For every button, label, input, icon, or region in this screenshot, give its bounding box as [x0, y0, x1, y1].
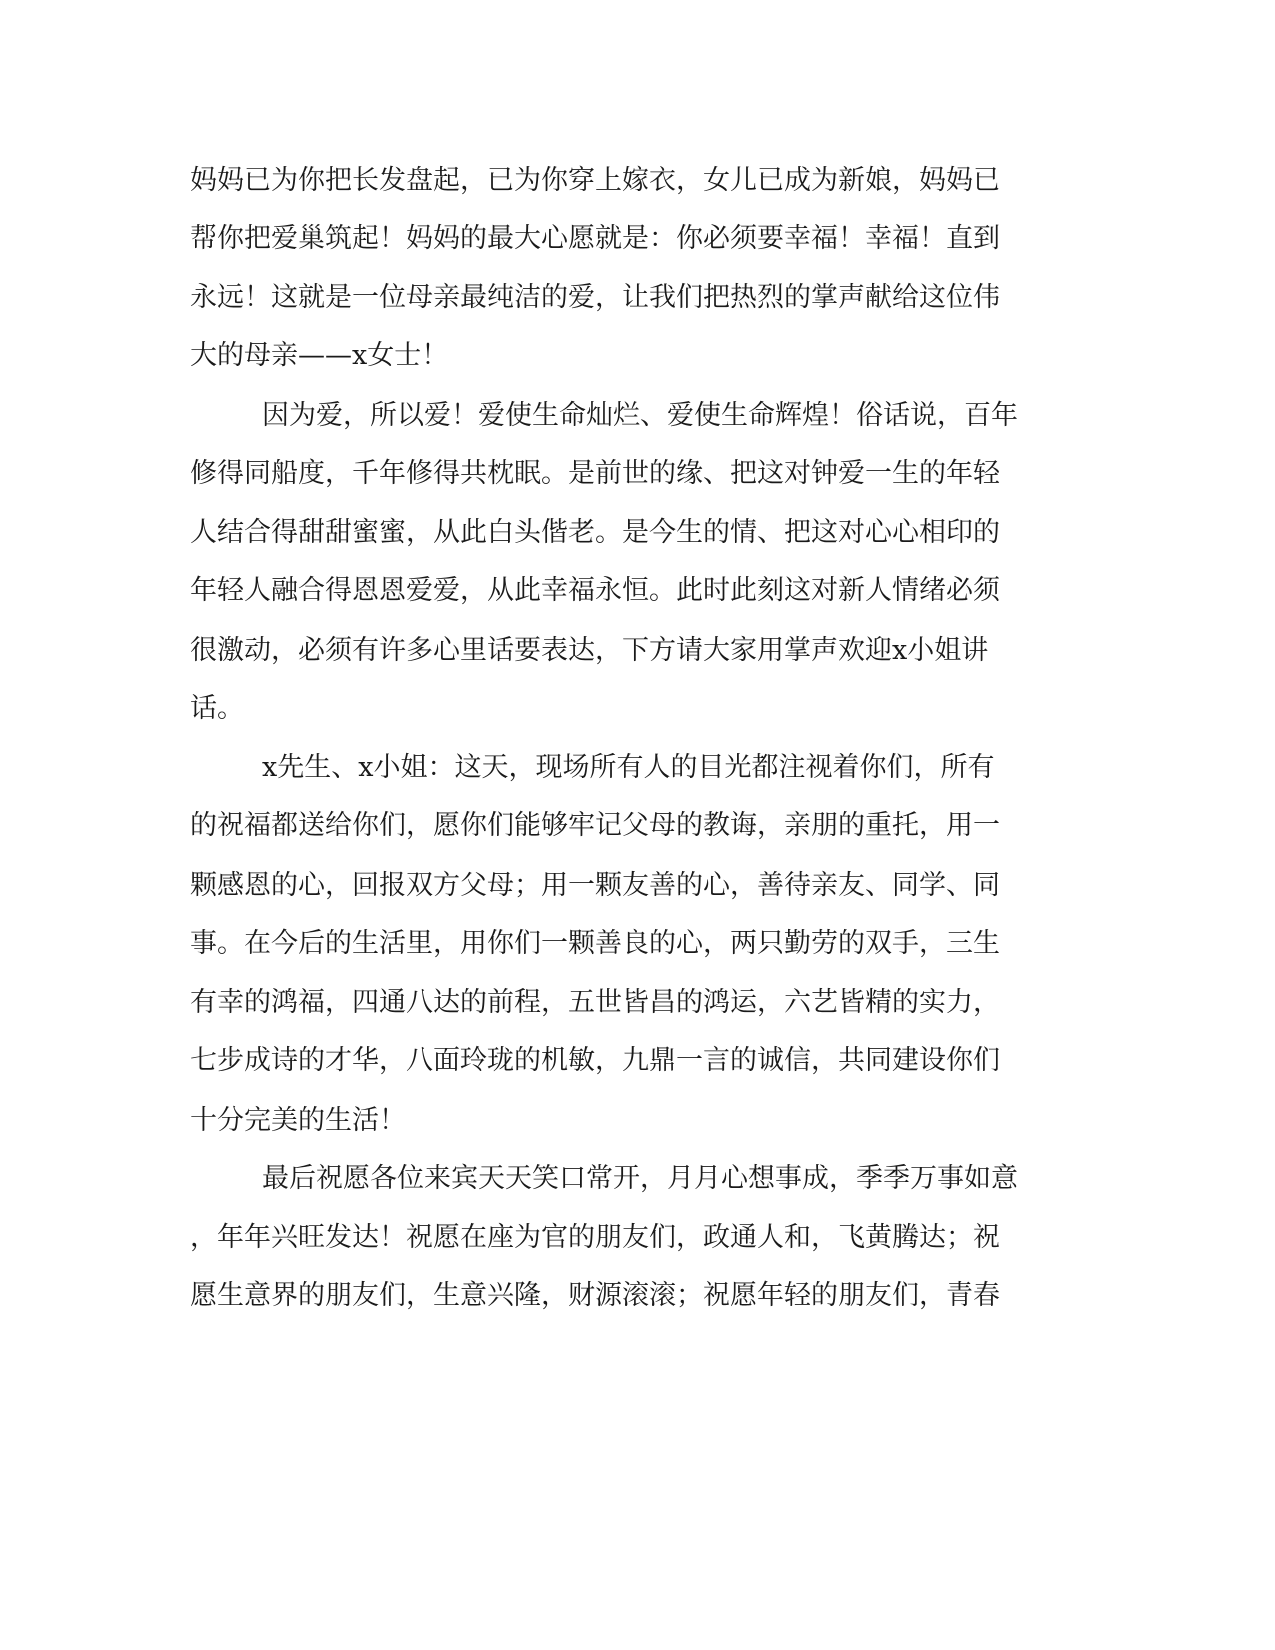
- text-line: 妈妈已为你把长发盘起，已为你穿上嫁衣，女儿已成为新娘，妈妈已: [190, 165, 1000, 196]
- text-line: 大的母亲——x女士！: [190, 340, 449, 371]
- text-line: 帮你把爱巢筑起！妈妈的最大心愿就是：你必须要幸福！幸福！直到: [190, 223, 1000, 254]
- text-line: 事。在今后的生活里，用你们一颗善良的心，两只勤劳的双手，三生: [190, 928, 1000, 959]
- text-line: ，年年兴旺发达！祝愿在座为官的朋友们，政通人和，飞黄腾达；祝: [190, 1222, 1000, 1253]
- text-line: 最后祝愿各位来宾天天笑口常开，月月心想事成，季季万事如意: [262, 1163, 1018, 1194]
- text-line: 十分完美的生活！: [190, 1105, 406, 1136]
- text-line: 的祝福都送给你们，愿你们能够牢记父母的教诲，亲朋的重托，用一: [190, 810, 1000, 841]
- text-line: 话。: [190, 693, 244, 724]
- text-line: 愿生意界的朋友们，生意兴隆，财源滚滚；祝愿年轻的朋友们，青春: [190, 1280, 1000, 1311]
- text-line: 很激动，必须有许多心里话要表达，下方请大家用掌声欢迎x小姐讲: [190, 635, 989, 666]
- text-line: 七步成诗的才华，八面玲珑的机敏，九鼎一言的诚信，共同建设你们: [190, 1045, 1000, 1076]
- text-line: 因为爱，所以爱！爱使生命灿烂、爱使生命辉煌！俗话说，百年: [262, 400, 1018, 431]
- text-line: x先生、x小姐：这天，现场所有人的目光都注视着你们，所有: [262, 752, 995, 783]
- text-line: 颗感恩的心，回报双方父母；用一颗友善的心，善待亲友、同学、同: [190, 870, 1000, 901]
- text-line: 人结合得甜甜蜜蜜，从此白头偕老。是今生的情、把这对心心相印的: [190, 517, 1000, 548]
- text-line: 有幸的鸿福，四通八达的前程，五世皆昌的鸿运，六艺皆精的实力，: [190, 987, 1000, 1018]
- text-line: 年轻人融合得恩恩爱爱，从此幸福永恒。此时此刻这对新人情绪必须: [190, 575, 1000, 606]
- text-line: 永远！这就是一位母亲最纯洁的爱，让我们把热烈的掌声献给这位伟: [190, 282, 1000, 313]
- text-line: 修得同船度，千年修得共枕眠。是前世的缘、把这对钟爱一生的年轻: [190, 458, 1000, 489]
